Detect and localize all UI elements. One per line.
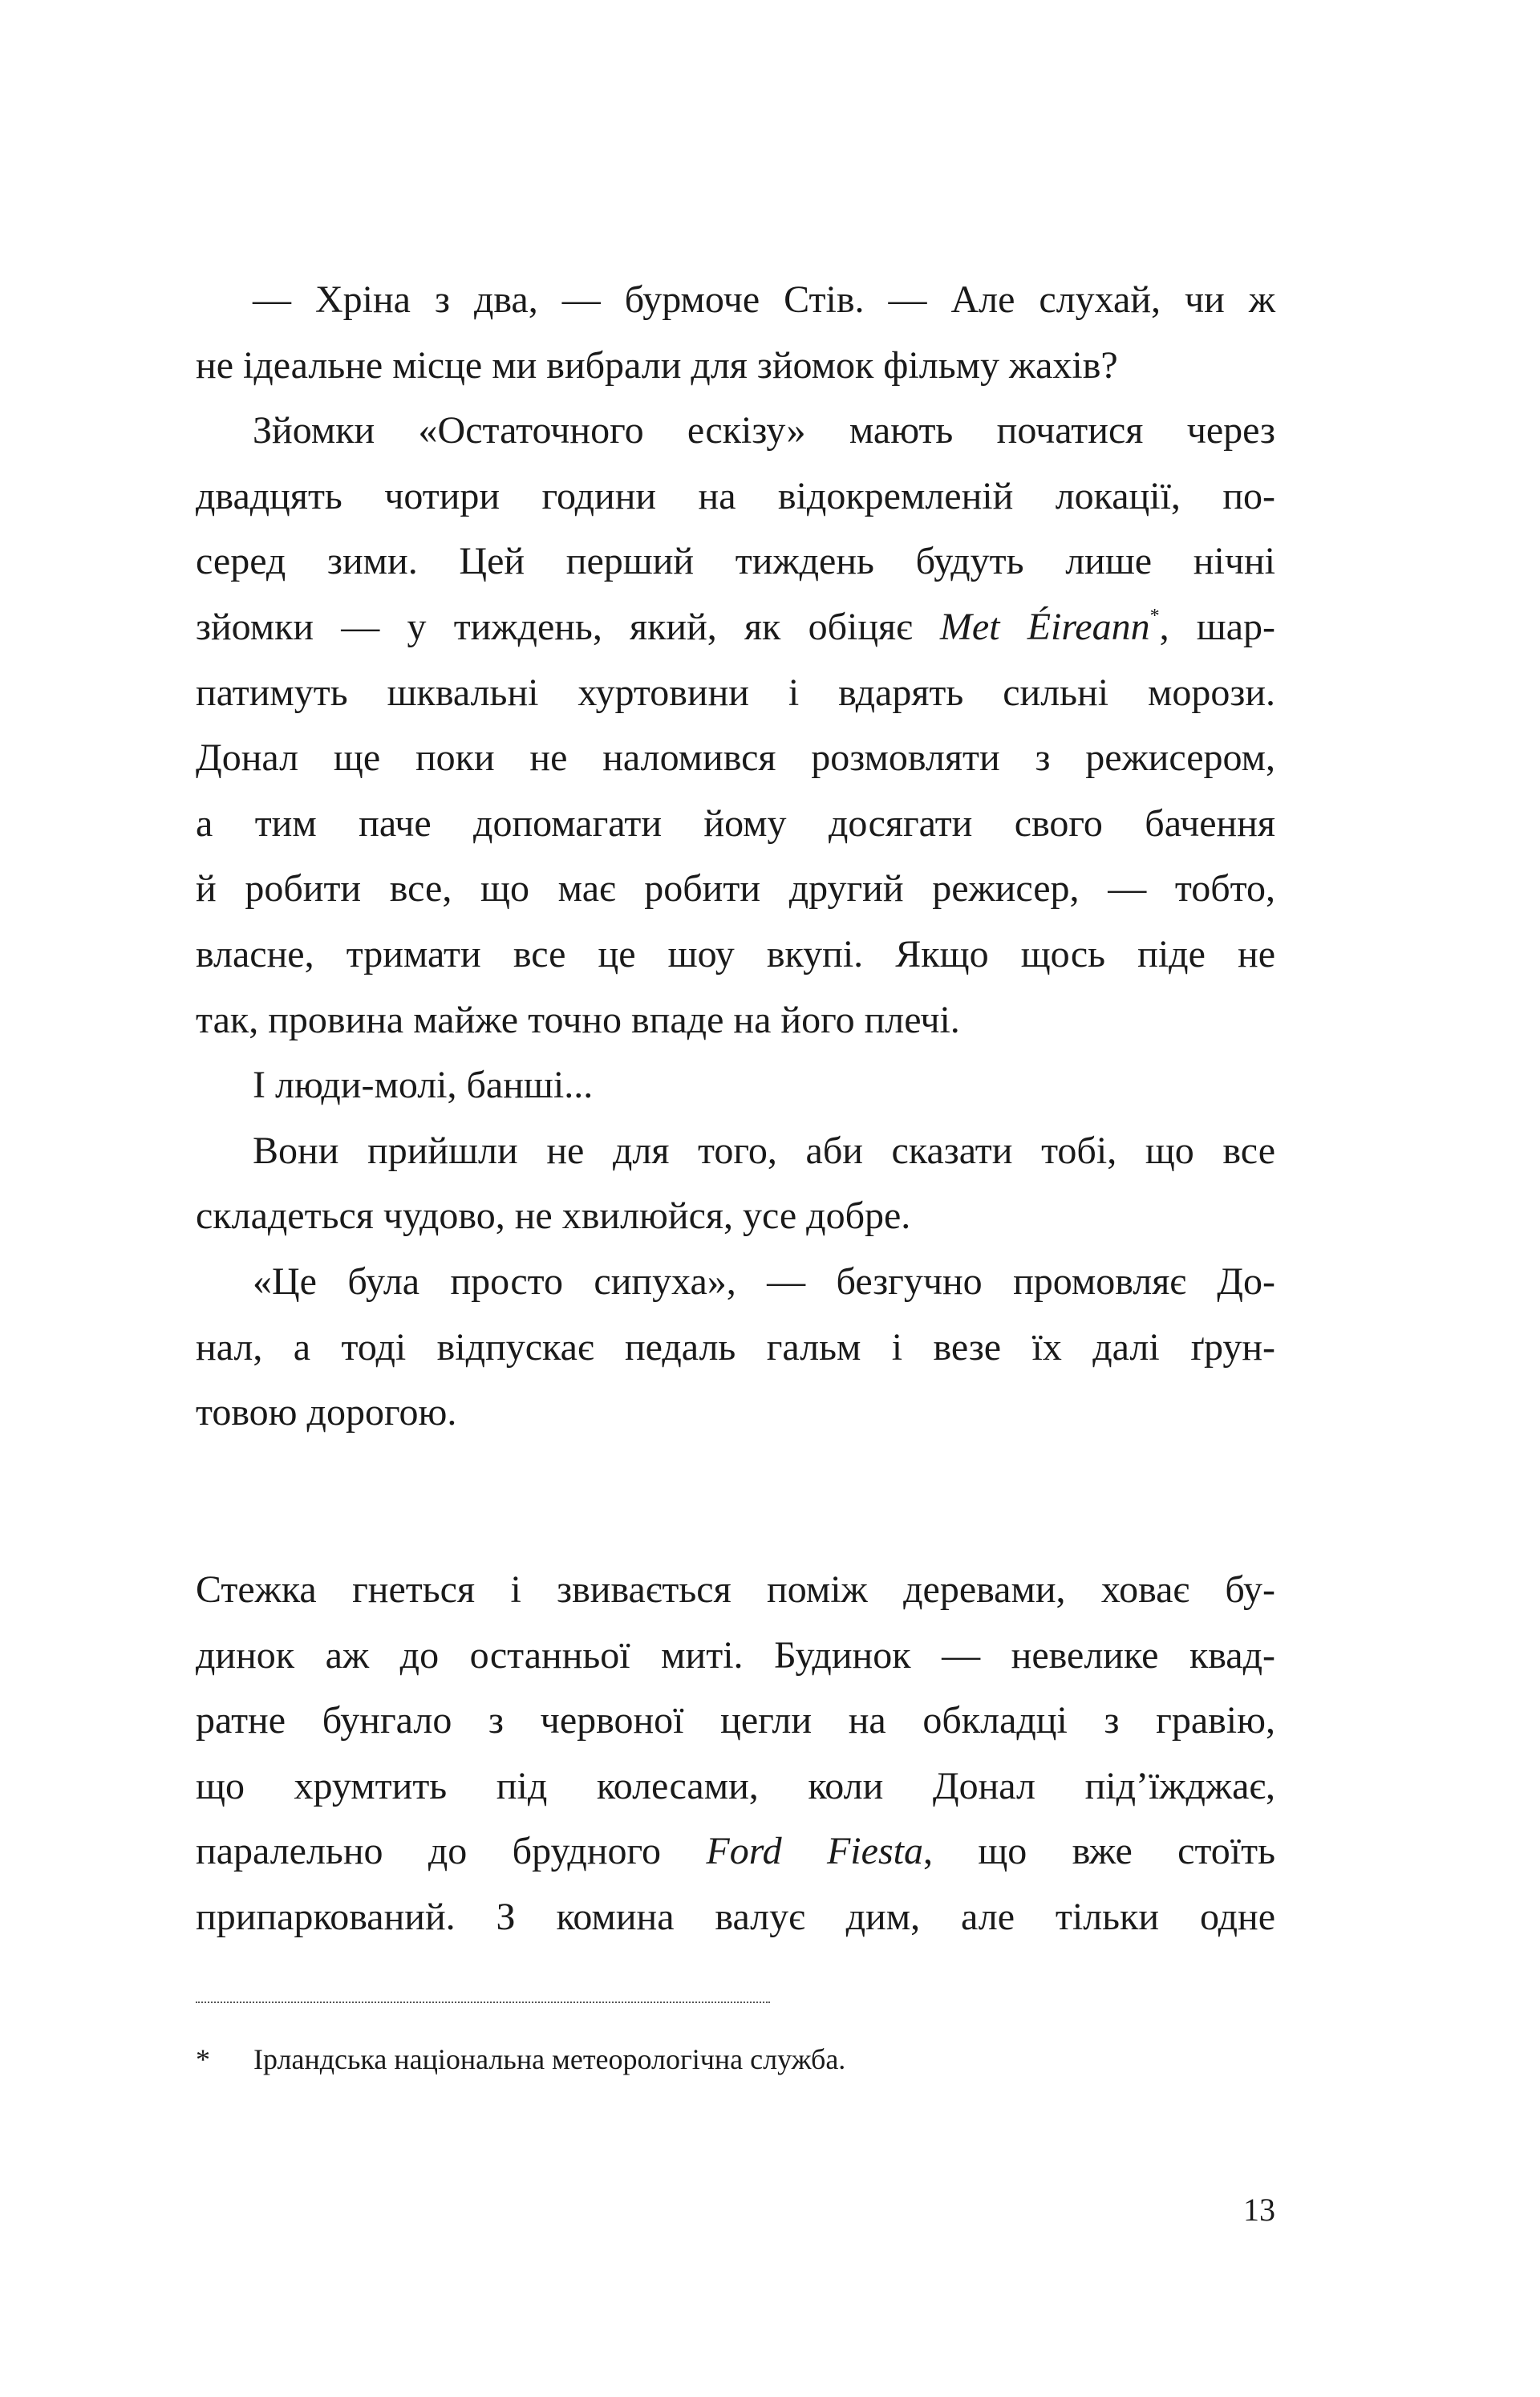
text-line: товою дорогою. [196,1391,457,1434]
text-line: припаркований. З комина валує дим, але тільки одне [196,1896,1275,1938]
italic-text: Ford Fiesta [706,1830,923,1872]
text-line: складеться чудово, не хвилюйся, усе добре. [196,1194,911,1237]
text-line: що хрумтить під колесами, коли Донал під’їжджає, [196,1765,1275,1807]
text-line: двадцять чотири години на відокремленій локації, по- [196,475,1275,517]
text-line: Зйомки «Остаточного ескізу» мають початися через [253,409,1275,452]
footnote-mark: * [196,2043,210,2075]
text-line: патимуть шквальні хуртовини і вдарять сильні морози. [196,671,1275,714]
text-line: Донал ще поки не наломився розмовляти з режисером, [196,736,1275,779]
text-line: «Це була просто сипуха», — безгучно промовляє До- [253,1260,1275,1303]
footnote-text: Ірландська національна метеорологічна служба. [253,2043,846,2075]
text-line: І люди-молі, банші... [253,1064,594,1106]
text-line: нал, а тоді відпускає педаль гальм і везе їх далі ґрун- [196,1326,1275,1369]
page-number: 13 [1243,2192,1275,2228]
text-line: ратне бунгало з червоної цегли на обкладці з гравію, [196,1699,1275,1742]
text-segment: зйомки — у тиждень, який, як обіцяє [196,606,940,648]
text-line: Вони прийшли не для того, аби сказати тобі, що все [253,1130,1275,1172]
text-line: динок аж до останньої миті. Будинок — невелике квад- [196,1634,1275,1677]
text-segment: паралельно до брудного [196,1830,707,1872]
italic-text: Met Éireann [939,606,1150,648]
text-segment: , що вже стоїть [922,1830,1275,1872]
text-line: серед зими. Цей перший тиждень будуть лише нічні [196,540,1275,582]
footnote-ref: * [1149,606,1160,627]
text-line: Стежка гнеться і звивається поміж деревами, ховає бу- [196,1568,1275,1611]
text-segment: , шар- [1159,606,1276,648]
footnote [196,2039,845,2079]
text-line: не ідеальне місце ми вибрали для зйомок фільму жахів? [196,344,1118,387]
text-line: а тим паче допомагати йому досягати свого бачення [196,802,1275,845]
text-line: власне, тримати все це шоу вкупі. Якщо щось піде не [196,933,1275,975]
text-line [196,594,1275,659]
text-line [196,1819,1275,1884]
text-line: — Хріна з два, — бурмоче Стів. — Але слухай, чи ж [253,278,1275,321]
footnote-divider [196,2002,770,2003]
text-line: так, провина майже точно впаде на його плечі. [196,999,960,1041]
text-line: й робити все, що має робити другий режисер, — тобто, [196,867,1275,910]
